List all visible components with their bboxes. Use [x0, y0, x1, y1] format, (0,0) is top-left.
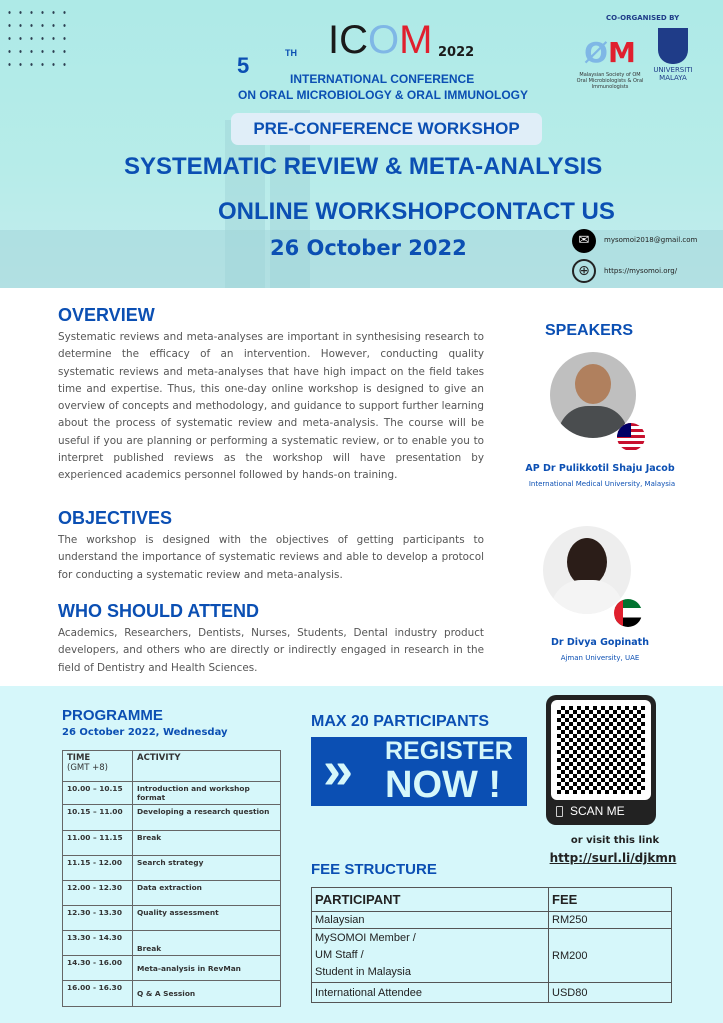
fee-header: FEE [549, 888, 672, 912]
visit-link-label: or visit this link [570, 835, 660, 846]
um-crest-icon [658, 28, 688, 64]
chevrons-icon: » [323, 740, 354, 800]
fee-cell: RM200 [549, 929, 672, 983]
table-row [63, 981, 281, 1007]
time-header: TIME [67, 753, 91, 763]
speaker-photo [543, 526, 631, 614]
register-label: REGISTER [385, 737, 513, 765]
speaker-name: Dr Divya Gopinath [551, 637, 649, 648]
register-now-button[interactable] [311, 737, 527, 806]
time-cell: 12.00 - 12.30 [63, 881, 133, 906]
programme-date: 26 October 2022, Wednesday [62, 727, 228, 738]
activity-cell: Break [133, 831, 281, 856]
participant-header: PARTICIPANT [312, 888, 549, 912]
malaysia-flag-icon [617, 423, 645, 451]
fee-cell: USD80 [549, 983, 672, 1003]
activity-cell: Meta-analysis in RevMan [133, 956, 281, 981]
objectives-heading: OBJECTIVES [58, 508, 173, 528]
speaker-name: AP Dr Pulikkotil Shaju Jacob [525, 463, 675, 474]
participant-line: MySOMOI Member / [315, 932, 416, 944]
table-row [63, 856, 281, 881]
now-label: NOW ! [385, 764, 502, 806]
participant-line: Student in Malaysia [315, 966, 411, 978]
activity-header: ACTIVITY [133, 751, 281, 782]
email-icon: ✉ [572, 229, 596, 253]
activity-cell: Introduction and workshop format [133, 782, 281, 805]
conference-subtitle: ON ORAL MICROBIOLOGY & ORAL IMMUNOLOGY [238, 88, 529, 102]
logo-year: 2022 [438, 45, 475, 60]
co-organised-label: CO-ORGANISED BY [606, 14, 680, 22]
fee-cell: RM250 [549, 912, 672, 929]
table-row [63, 956, 281, 981]
table-row [312, 912, 672, 929]
time-cell: 14.30 - 16.00 [63, 956, 133, 981]
title-line-1: SYSTEMATIC REVIEW & META-ANALYSIS [124, 153, 603, 180]
scan-me-label: SCAN ME [570, 804, 625, 818]
edition-number: 5 [237, 53, 250, 78]
table-row [63, 881, 281, 906]
time-cell: 16.00 - 16.30 [63, 981, 133, 1007]
globe-icon: ⊕ [572, 259, 596, 283]
icom-logo: ICOM [328, 18, 433, 62]
programme-heading: PROGRAMME [62, 707, 163, 724]
table-header-row [312, 888, 672, 912]
registration-link[interactable]: http://surl.li/djkmn [549, 851, 677, 865]
time-cell: 10.15 – 11.00 [63, 805, 133, 831]
table-row [312, 983, 672, 1003]
event-date: 26 October 2022 [270, 236, 467, 260]
table-row [63, 805, 281, 831]
speaker-affiliation: Ajman University, UAE [560, 654, 640, 662]
activity-cell: Break [133, 931, 281, 956]
table-row [63, 831, 281, 856]
table-row [63, 782, 281, 805]
attend-heading: WHO SHOULD ATTEND [58, 601, 259, 621]
qr-code [551, 700, 651, 800]
header-banner [0, 0, 723, 288]
mysomoi-logo-text: Malaysian Society of OM Oral Microbiologists & Oral Immunologists [576, 72, 644, 90]
attend-text: Academics, Researchers, Dentists, Nurses, Students, Dental industry product developers, and others who are directly or indirectly engaged in research in the field of Dentistry and Health Sciences. [58, 627, 484, 674]
speakers-heading: SPEAKERS [545, 322, 634, 339]
participant-line: UM Staff / [315, 949, 364, 961]
table-row [63, 906, 281, 931]
um-logo-text: UNIVERSITI MALAYA [653, 66, 693, 82]
workshop-badge: PRE-CONFERENCE WORKSHOP [231, 113, 542, 145]
max-participants: MAX 20 PARTICIPANTS [311, 713, 490, 730]
participant-cell: International Attendee [312, 983, 549, 1003]
activity-cell: Quality assessment [133, 906, 281, 931]
overview-heading: OVERVIEW [58, 305, 155, 325]
fee-table [311, 887, 672, 1003]
qr-code-card[interactable] [546, 695, 656, 825]
table-row [312, 929, 672, 983]
fee-heading: FEE STRUCTURE [311, 861, 437, 878]
table-header-row [63, 751, 281, 782]
time-cell: 11.15 - 12.00 [63, 856, 133, 881]
conference-name: INTERNATIONAL CONFERENCE [290, 72, 475, 86]
objectives-text: The workshop is designed with the objectives of getting participants to understand the importance of systematic reviews and able to develop a protocol for conducting a systematic review and meta-analysis. [58, 534, 484, 581]
timezone-label: (GMT +8) [67, 763, 108, 773]
contact-website[interactable]: https://mysomoi.org/ [604, 267, 678, 275]
mysomoi-logo: ØM [584, 36, 636, 69]
dot-pattern [4, 6, 74, 66]
title-line-2: ONLINE WORKSHOPCONTACT US [218, 198, 615, 225]
activity-cell: Developing a research question [133, 805, 281, 831]
contact-email[interactable]: mysomoi2018@gmail.com [604, 236, 698, 244]
edition-suffix: TH [285, 48, 297, 58]
phone-icon [556, 806, 563, 817]
activity-cell: Data extraction [133, 881, 281, 906]
time-cell: 11.00 – 11.15 [63, 831, 133, 856]
overview-text: Systematic reviews and meta-analyses are important in synthesising research to determine the efficacy of an intervention. However, conducting quality systematic reviews and meta-analyses that have high impact on the field takes time and expertise. Thus, this one-day online workshop is designed to give an overview of concepts and methodology, and guidance to support further learning about the process of systematic review and meta-analysis. The course will be useful if you are planning or performing a systematic review, or to enable you to interpret published reviews as the workshop will have presentation by experienced academics personnel followed by hands-on training. [58, 331, 484, 482]
programme-table [62, 750, 281, 1007]
time-cell: 12.30 - 13.30 [63, 906, 133, 931]
time-cell: 10.00 – 10.15 [63, 782, 133, 805]
speaker-affiliation: International Medical University, Malaysia [528, 480, 676, 488]
uae-flag-icon [614, 599, 642, 627]
activity-cell: Search strategy [133, 856, 281, 881]
time-cell: 13.30 - 14.30 [63, 931, 133, 956]
activity-cell: Q & A Session [133, 981, 281, 1007]
participant-cell: Malaysian [312, 912, 549, 929]
table-row [63, 931, 281, 956]
